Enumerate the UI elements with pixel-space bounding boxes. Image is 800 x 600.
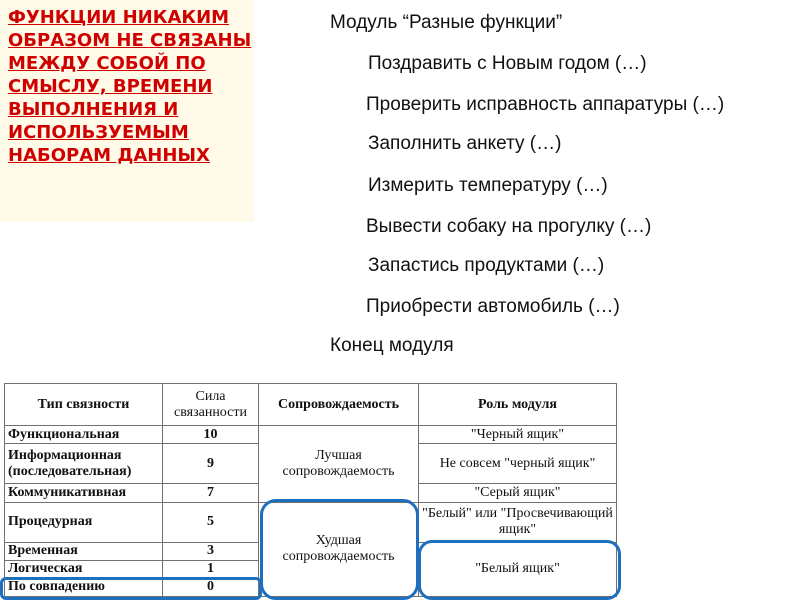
row-type: Временная — [5, 542, 163, 560]
row-role: "Черный ящик" — [419, 426, 617, 444]
row-type: Логическая — [5, 560, 163, 578]
header-strength: Сила связанности — [163, 384, 259, 426]
row-strength: 10 — [163, 426, 259, 444]
header-type: Тип связности — [5, 384, 163, 426]
row-type: Коммуникативная — [5, 484, 163, 502]
row-strength: 9 — [163, 444, 259, 484]
function-item: Запастись продуктами (…) — [368, 255, 605, 276]
row-strength: 7 — [163, 484, 259, 502]
coupling-table — [4, 383, 617, 597]
callout-text: ФУНКЦИИ НИКАКИМ ОБРАЗОМ НЕ СВЯЗАНЫ МЕЖДУ СОБОЙ ПО СМЫСЛУ, ВРЕМЕНИ ВЫПОЛНЕНИЯ И ИСПОЛЬЗУЕМЫМ НАБОРАМ ДАННЫХ — [8, 7, 252, 166]
row-strength: 0 — [163, 578, 259, 596]
row-role: "Белый" или "Просвечивающий ящик" — [419, 502, 617, 542]
maintainability-best: Лучшая сопровождаемость — [259, 426, 419, 502]
row-type: Процедурная — [5, 502, 163, 542]
row-strength: 3 — [163, 542, 259, 560]
function-item: Вывести собаку на прогулку (…) — [366, 216, 652, 237]
header-role: Роль модуля — [419, 384, 617, 426]
function-item: Измерить температуру (…) — [368, 175, 608, 196]
function-item: Заполнить анкету (…) — [368, 133, 562, 154]
row-role: "Белый ящик" — [419, 542, 617, 596]
row-strength: 5 — [163, 502, 259, 542]
table-header-row — [5, 384, 617, 426]
module-footer: Конец модуля — [330, 335, 454, 356]
row-strength: 1 — [163, 560, 259, 578]
module-header: Модуль “Разные функции” — [330, 12, 563, 33]
row-role: "Серый ящик" — [419, 484, 617, 502]
row-type: По совпадению — [5, 578, 163, 596]
header-maintainability: Сопровождаемость — [259, 384, 419, 426]
function-item: Приобрести автомобиль (…) — [366, 296, 620, 317]
row-role: Не совсем "черный ящик" — [419, 444, 617, 484]
table-row — [5, 502, 617, 542]
table-row — [5, 426, 617, 444]
row-type: Информационная (последовательная) — [5, 444, 163, 484]
row-type: Функциональная — [5, 426, 163, 444]
function-item: Поздравить с Новым годом (…) — [368, 53, 647, 74]
maintainability-worst: Худшая сопровождаемость — [259, 502, 419, 596]
function-item: Проверить исправность аппаратуры (…) — [366, 94, 725, 115]
